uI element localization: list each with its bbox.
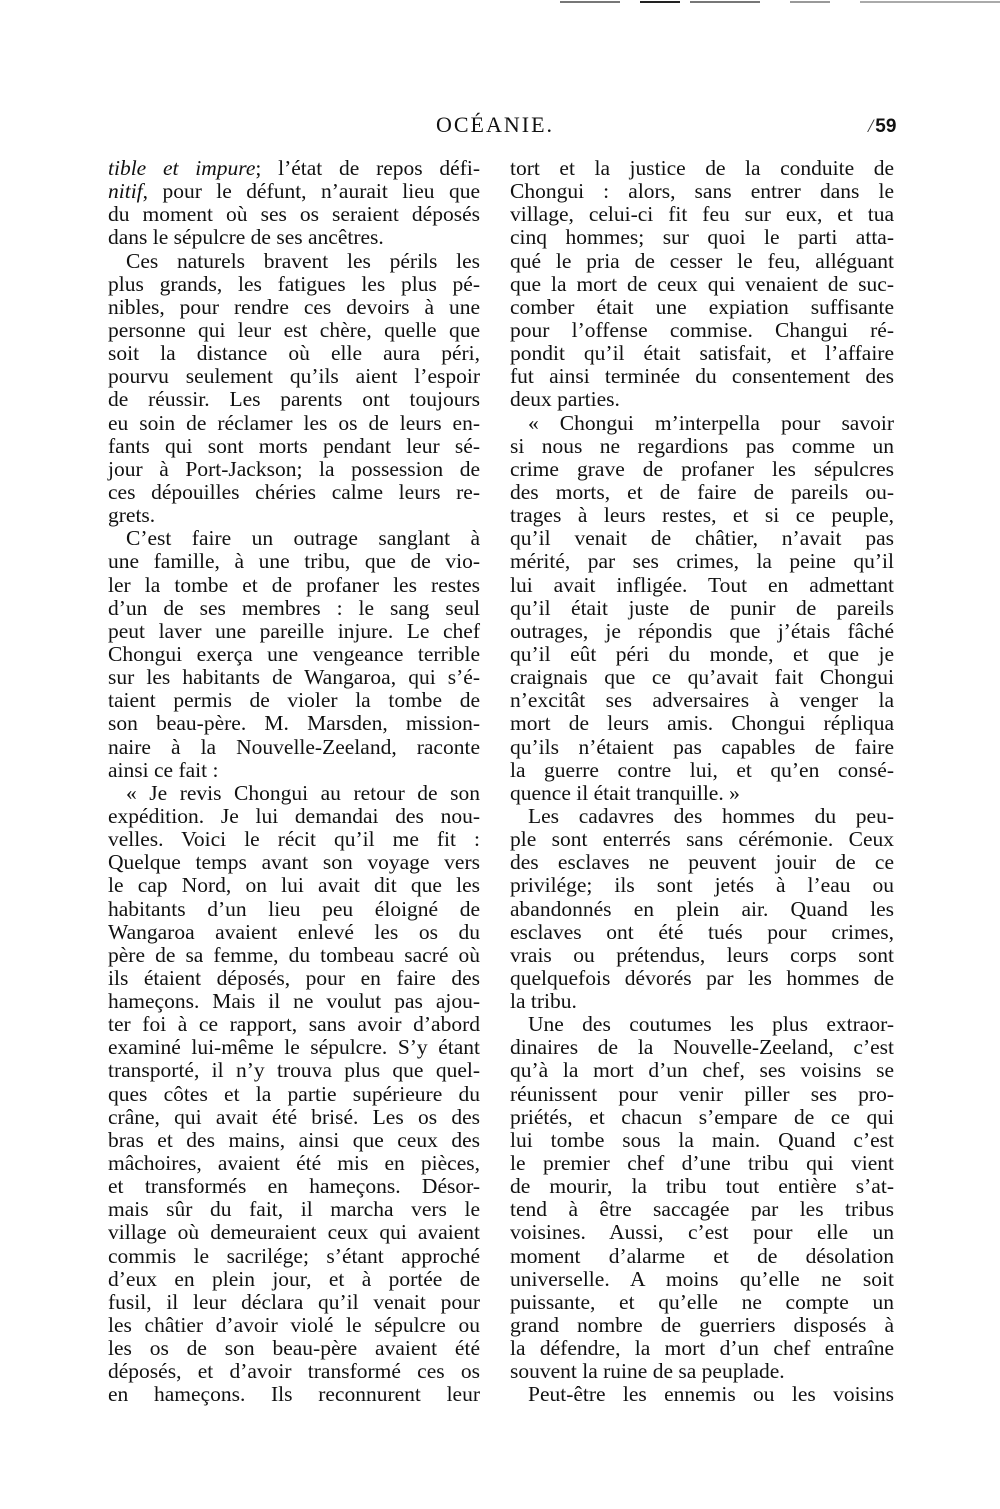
text-line: Les cadavres des hommes du peu-	[528, 803, 894, 828]
scan-edge-artifact	[560, 0, 1000, 6]
text-line: une famille, à une tribu, que de vio-	[108, 549, 480, 574]
page-number	[868, 116, 896, 138]
text-line: village où demeuraient ceux qui avaient	[108, 1220, 480, 1245]
text-line: vrais ou prétendus, leurs corps sont	[510, 942, 894, 967]
text-line: « Chongui m’interpella pour savoir	[528, 410, 894, 435]
text-line: de réussir. Les parents ont toujours	[108, 387, 480, 412]
italic-text: tible et impure	[108, 156, 256, 180]
text-line: souvent la ruine de sa peuplade.	[510, 1359, 785, 1384]
text-line: mais sûr du fait, il marcha vers le	[108, 1197, 480, 1222]
page-number-value: 59	[875, 116, 897, 137]
text-line: mâchoires, avaient été mis en pièces,	[108, 1151, 480, 1176]
text-line: deux parties.	[510, 387, 620, 412]
text-line: père de sa femme, du tombeau sacré où	[108, 942, 480, 967]
text-line: pondit qu’il était satisfait, et l’affaire	[510, 341, 894, 366]
text-line: privilége; ils sont jetés à l’eau ou	[510, 873, 894, 898]
text-line: grand nombre de guerriers disposés à	[510, 1313, 894, 1338]
running-title: OCÉANIE.	[436, 112, 555, 137]
text-line: Chongui : alors, sans entrer dans le	[510, 179, 894, 204]
text-line: mérité, par ses crimes, la peine qu’il	[510, 549, 894, 574]
text-line: comber était une expiation suffisante	[510, 294, 894, 319]
text-line: Wangaroa avaient enlevé les os du	[108, 919, 480, 944]
text-line: d’un de ses membres : le sang seul	[108, 595, 480, 620]
text-line: sur les habitants de Wangaroa, qui s’é-	[108, 665, 480, 690]
italic-text: nitif	[108, 179, 143, 204]
text-line: Quelque temps avant son voyage vers	[108, 850, 480, 875]
text-line: transporté, il n’y trouva plus que quel-	[108, 1058, 480, 1083]
text-line: qu’il eût péri du monde, et que je	[510, 641, 894, 666]
text-line: en hameçons. Ils reconnurent leur	[108, 1382, 480, 1407]
text-line: crime grave de profaner les sépulcres	[510, 456, 894, 481]
line-rest: ; l’état de repos défi-	[255, 156, 481, 180]
text-line: taient permis de violer la tombe de	[108, 688, 480, 713]
text-line: dinaires de la Nouvelle-Zeeland, c’est	[510, 1035, 894, 1060]
text-line: et transformés en hameçons. Désor-	[108, 1174, 480, 1199]
text-line: hameçons. Mais il ne voulut pas ajou-	[108, 989, 480, 1014]
text-line: déposés, et d’avoir transformé ces os	[108, 1359, 480, 1384]
text-line: lui tombe sous la main. Quand c’est	[510, 1127, 894, 1152]
text-line: si nous ne regardions pas comme un	[510, 433, 894, 458]
text-line: ple sont enterrés sans cérémonie. Ceux	[510, 827, 894, 852]
text-line: n’excitât ses adversaires à venger la	[510, 688, 894, 713]
text-line: ainsi ce fait :	[108, 757, 219, 782]
text-line: qué le pria de cesser le feu, alléguant	[510, 248, 894, 273]
text-line: Une des coutumes les plus extraor-	[528, 1012, 894, 1037]
text-line: fusil, il leur déclara qu’il venait pour	[108, 1289, 480, 1314]
text-line: universelle. A moins qu’elle ne soit	[510, 1266, 894, 1291]
text-line: plus grands, les fatigues les plus pé-	[108, 271, 480, 296]
text-line: « Je revis Chongui au retour de son	[126, 780, 480, 805]
text-line: moment d’alarme et de désolation	[510, 1243, 894, 1268]
text-line: abandonnés en plein air. Quand les	[510, 896, 894, 921]
text-line: personne qui leur est chère, quelle que	[108, 317, 480, 342]
text-line: ler la tombe et de profaner les restes	[108, 572, 480, 597]
text-line: trages à leurs restes, et si ce peuple,	[510, 503, 894, 528]
text-line: habitants d’un lieu peu éloigné de	[108, 896, 480, 921]
text-line	[108, 180, 480, 203]
right-column	[510, 157, 894, 1407]
text-line: ter foi à ce rapport, sans avoir d’abord	[108, 1012, 480, 1037]
text-line: Ces naturels bravent les périls les	[126, 248, 480, 273]
text-line: réunissent pour venir piller ses pro-	[510, 1081, 894, 1106]
text-line: qu’il était juste de punir de pareils	[510, 595, 894, 620]
text-line: la défendre, la mort d’un chef entraîne	[510, 1336, 894, 1361]
text-line: mort de leurs amis. Chongui répliqua	[510, 711, 894, 736]
text-line: tort et la justice de la conduite de	[510, 156, 894, 180]
text-line: la guerre contre lui, et qu’en consé-	[510, 757, 894, 782]
text-line: cinq hommes; sur quoi le parti atta-	[510, 225, 894, 250]
text-line: son beau-père. M. Marsden, mission-	[108, 711, 480, 736]
text-line: que la mort de ceux qui venaient de suc-	[510, 271, 894, 296]
text-line: Chongui exerça une vengeance terrible	[108, 641, 480, 666]
text-line: velles. Voici le récit qu’il me fit :	[108, 827, 480, 852]
page-header	[0, 112, 1000, 142]
text-line: pourvu seulement qu’ils aient l’espoir	[108, 364, 480, 389]
text-line: fut ainsi terminée du consentement des	[510, 364, 894, 389]
text-line: les châtier d’avoir violé le sépulcre ou	[108, 1313, 480, 1338]
text-line: peut laver une pareille injure. Le chef	[108, 618, 480, 643]
text-line: les os de son beau-père avaient été	[108, 1336, 480, 1361]
text-line: du moment où ses os seraient déposés	[108, 202, 480, 227]
text-line: expédition. Je lui demandai des nou-	[108, 803, 480, 828]
text-line: commis le sacrilége; s’étant approché	[108, 1243, 480, 1268]
text-line: d’eux en plein jour, et à portée de	[108, 1266, 480, 1291]
text-line: C’est faire un outrage sanglant à	[126, 526, 480, 551]
left-column	[108, 157, 480, 1407]
text-line: le premier chef d’une tribu qui vient	[510, 1151, 894, 1176]
text-line: de mourir, la tribu tout entière s’at-	[510, 1174, 894, 1199]
line-rest: , pour le défunt, n’aurait lieu que	[142, 179, 480, 204]
text-line: le cap Nord, on lui avait dit que les	[108, 873, 480, 898]
text-line: naire à la Nouvelle-Zeeland, raconte	[108, 734, 480, 759]
text-line: jour à Port-Jackson; la possession de	[108, 456, 480, 481]
text-line: Peut-être les ennemis ou les voisins	[528, 1382, 894, 1407]
text-line: examiné lui-même le sépulcre. S’y étant	[108, 1035, 480, 1060]
text-line: bras et des mains, ainsi que ceux des	[108, 1127, 480, 1152]
text-line: qu’à la mort d’un chef, ses voisins se	[510, 1058, 894, 1083]
text-line: qu’il venait de châtier, n’avait pas	[510, 526, 894, 551]
text-line: lui avait infligée. Tout en admettant	[510, 572, 894, 597]
text-line: puissante, et qu’elle ne compte un	[510, 1289, 894, 1314]
text-line: des morts, et de faire de pareils ou-	[510, 479, 894, 504]
text-line: ques côtes et la partie supérieure du	[108, 1081, 480, 1106]
text-line: nibles, pour rendre ces devoirs à une	[108, 294, 480, 319]
text-line: ces dépouilles chéries calme leurs re-	[108, 479, 480, 504]
text-line: quence il était tranquille. »	[510, 780, 740, 805]
text-line: esclaves ont été tués pour crimes,	[510, 919, 894, 944]
text-line: soit la distance où elle aura péri,	[108, 341, 480, 366]
text-line: craignais que ce qu’avait fait Chongui	[510, 665, 894, 690]
text-line: tend à être saccagée par les tribus	[510, 1197, 894, 1222]
text-line: grets.	[108, 503, 156, 528]
text-line: pour l’offense commise. Changui ré-	[510, 317, 894, 342]
text-line: dans le sépulcre de ses ancêtres.	[108, 225, 384, 250]
text-line: des esclaves ne peuvent jouir de ce	[510, 850, 894, 875]
text-line: outrages, je répondis que j’étais fâché	[510, 618, 894, 643]
text-line: village, celui-ci fit feu sur eux, et tua	[510, 202, 894, 227]
text-line: qu’ils n’étaient pas capables de faire	[510, 734, 894, 759]
text-line	[108, 157, 480, 180]
text-line: la tribu.	[510, 989, 577, 1014]
text-line: fants qui sont morts pendant leur sé-	[108, 433, 480, 458]
text-line: ils étaient déposés, pour en faire des	[108, 965, 480, 990]
text-line: priétés, et chacun s’empare de ce qui	[510, 1104, 894, 1129]
text-line: eu soin de réclamer les os de leurs en-	[108, 410, 480, 435]
page-mark: /	[868, 116, 874, 137]
text-line: quelquefois dévorés par les hommes de	[510, 965, 894, 990]
text-line: crâne, qui avait été brisé. Les os des	[108, 1104, 480, 1129]
text-line: voisines. Aussi, c’est pour elle un	[510, 1220, 894, 1245]
